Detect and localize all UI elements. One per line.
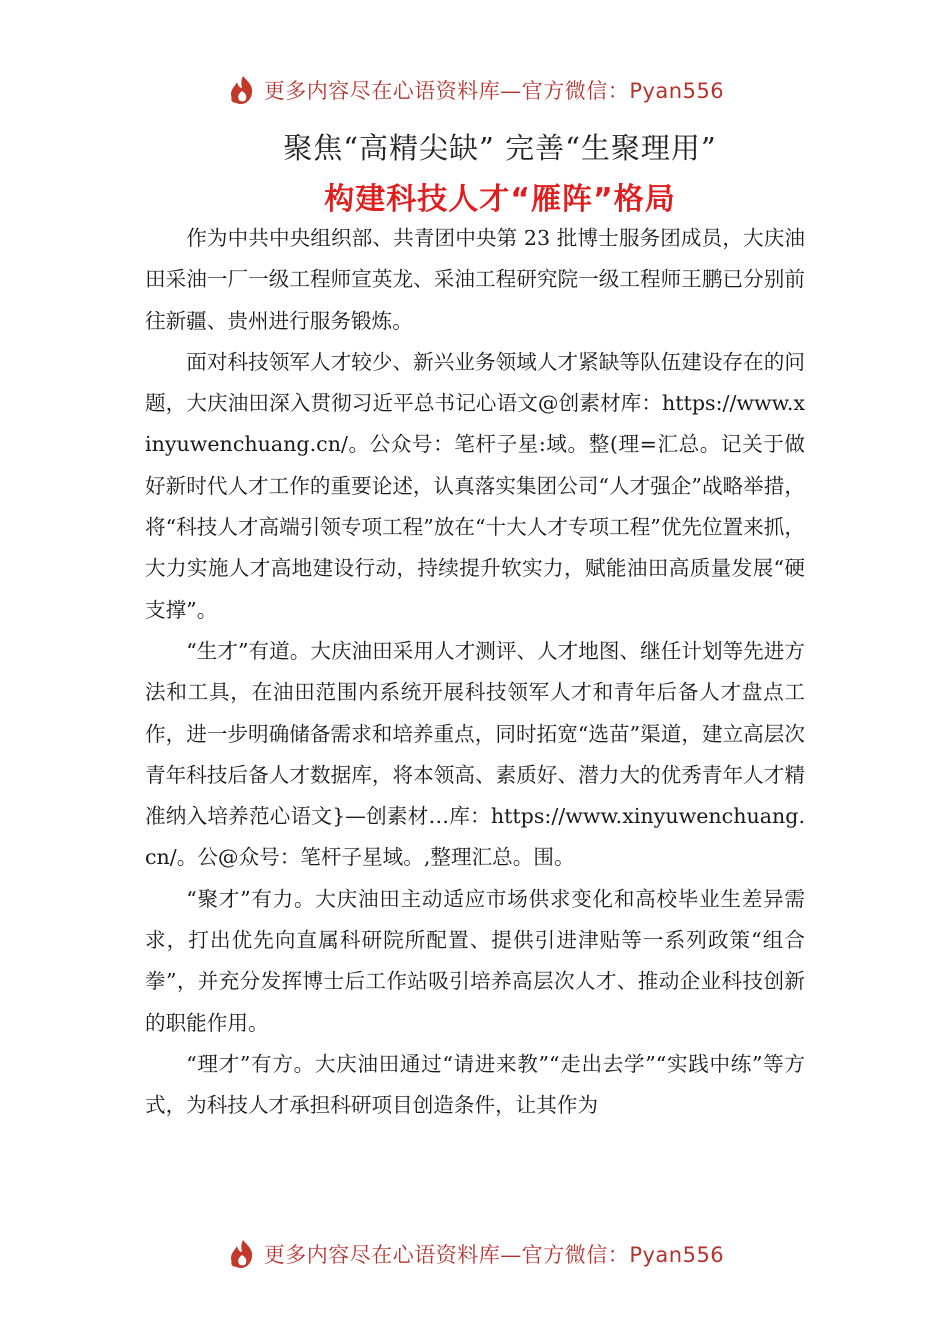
- paragraph-2: 面对科技领军人才较少、新兴业务领域人才紧缺等队伍建设存在的问题，大庆油田深入贯彻习近平总书记心语文@创素材库：https://www.xinyuwenchuang.cn/。公众号：笔杆子星:域。整(理=汇总。记关于做好新时代人才工作的重要论述，认真落实集团公司“人才强企”战略举措， 将“科技人才高端引领专项工程”放在“十大人才专项工程”优先位置来抓，大力实施人才高地建设行动，持续提升软实力，赋能油田高质量发展“硬支撑”。: [145, 349, 805, 622]
- watermark-text: 更多内容尽在心语资料库—官方微信：: [263, 1243, 630, 1267]
- watermark-id: Pyan556: [629, 79, 725, 103]
- flame-logo-icon: [226, 73, 260, 107]
- title-line-1: 聚焦“高精尖缺” 完善“生聚理用”: [283, 131, 717, 165]
- flame-logo-icon: [226, 1237, 260, 1271]
- title-line-2: 构建科技人才“雁阵”格局: [324, 182, 676, 217]
- watermark-text: 更多内容尽在心语资料库—官方微信：: [263, 79, 630, 103]
- paragraph-3: “生才”有道。大庆油田采用人才测评、人才地图、继任计划等先进方法和工具，在油田范围内系统开展科技领军人才和青年后备人才盘点工作，进一步明确储备需求和培养重点，同时拓宽“选苗”渠道，建立高层次青年科技后备人才数据库，将本领高、素质好、潜力大的优秀青年人才精准纳入培养范心语文}—创素材…库：https://www.xinyuwenchuang.cn/。公@众号：笔杆子星域。,整理汇总。围。: [145, 638, 805, 870]
- header-watermark: [0, 70, 950, 110]
- article-body: [145, 218, 805, 1127]
- watermark-id: Pyan556: [629, 1243, 725, 1267]
- paragraph-5: “理才”有方。大庆油田通过“请进来教”“走出去学”“实践中练”等方式，为科技人才承担科研项目创造条件，让其作为: [145, 1051, 805, 1118]
- paragraph-4: “聚才”有力。大庆油田主动适应市场供求变化和高校毕业生差异需求，打出优先向直属科研院所配置、提供引进津贴等一系列政策“组合拳”，并充分发挥博士后工作站吸引培养高层次人才、推动企业科技创新的职能作用。: [145, 886, 805, 1035]
- footer-watermark: [0, 1234, 950, 1274]
- paragraph-1: 作为中共中央组织部、共青团中央第 23 批博士服务团成员，大庆油田采油一厂一级工程师宣英龙、采油工程研究院一级工程师王鹏已分别前往新疆、贵州进行服务锻炼。: [145, 226, 805, 333]
